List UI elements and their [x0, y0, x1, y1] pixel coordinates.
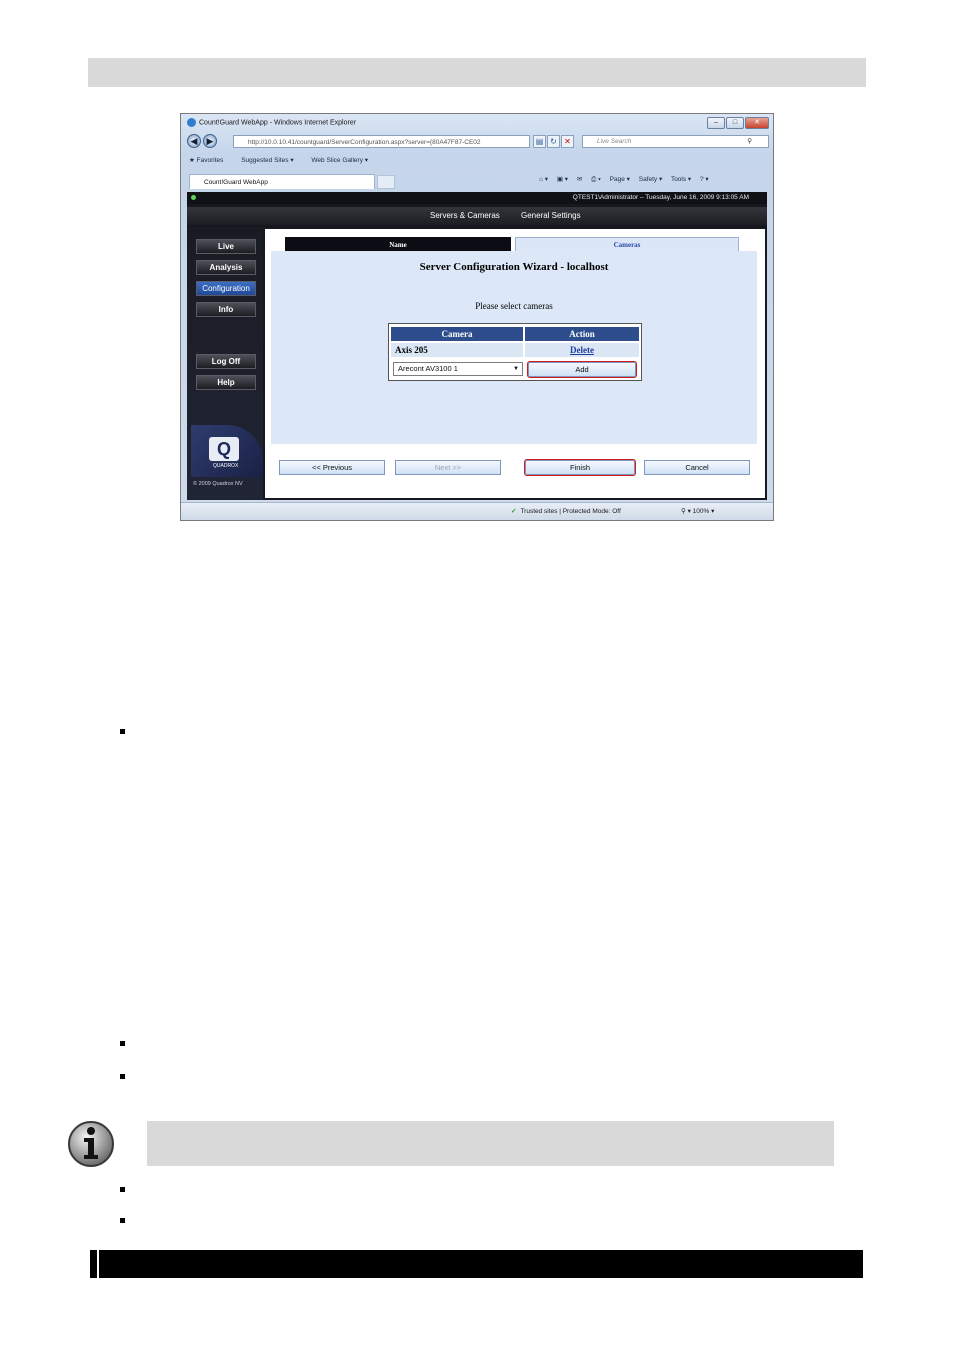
app-menu	[187, 207, 767, 225]
table-header-action: Action	[525, 327, 639, 341]
footer-bar	[90, 1250, 863, 1278]
new-tab-button[interactable]	[377, 175, 395, 189]
copyright: © 2009 Quadrox NV	[193, 481, 243, 487]
logo-brand: QUADROX	[213, 463, 239, 469]
check-icon: ✓	[511, 508, 517, 515]
tab-name[interactable]: Name	[285, 237, 511, 251]
camera-table	[388, 323, 642, 381]
bullet-marker	[120, 1041, 125, 1046]
command-bar	[539, 175, 716, 184]
zoom-control[interactable]: ⚲ ▾ 100% ▾	[681, 508, 715, 515]
menu-general-settings[interactable]: General Settings	[521, 211, 581, 220]
next-button[interactable]: Next >>	[395, 460, 501, 475]
window-controls	[707, 117, 769, 129]
stop-icon[interactable]: ✕	[561, 135, 574, 148]
camera-select-value: Arecont AV3100 1	[398, 364, 458, 373]
table-cell-camera: Axis 205	[391, 343, 523, 357]
sidebar-item-log-off[interactable]: Log Off	[196, 354, 256, 369]
wizard-panel	[271, 251, 757, 444]
wizard-tabs	[285, 237, 755, 251]
feeds-icon[interactable]: ▣ ▾	[556, 176, 569, 183]
browser-tab[interactable]	[189, 174, 375, 189]
quadrox-logo	[191, 425, 263, 477]
web-app	[187, 192, 767, 500]
menu-servers-cameras[interactable]: Servers & Cameras	[430, 211, 500, 220]
bullet-marker	[120, 729, 125, 734]
help-icon[interactable]: ? ▾	[700, 176, 709, 183]
info-note-box	[147, 1121, 834, 1166]
wizard-title: Server Configuration Wizard - localhost	[419, 261, 609, 273]
previous-button[interactable]: << Previous	[279, 460, 385, 475]
suggested-sites-link[interactable]	[241, 157, 301, 164]
zoom-label: 100%	[692, 508, 710, 515]
search-input[interactable]	[582, 135, 769, 148]
window-title-text: Count!Guard WebApp - Windows Internet Explorer	[199, 119, 357, 127]
footer-tick	[97, 1250, 99, 1278]
browser-tab-label: Count!Guard WebApp	[204, 179, 268, 186]
minimize-icon[interactable]: –	[707, 117, 725, 129]
camera-select[interactable]	[393, 362, 523, 376]
sidebar-item-configuration[interactable]: Configuration	[196, 281, 256, 296]
sidebar-item-info[interactable]: Info	[196, 302, 256, 317]
app-status-strip	[187, 192, 767, 204]
web-slice-label: Web Slice Gallery ▾	[311, 157, 369, 164]
address-text: http://10.0.10.41/countguard/ServerConfiguration.aspx?server={80A47F87-CE02	[248, 139, 481, 146]
wizard-subtitle: Please select cameras	[475, 301, 553, 311]
suggested-sites-label: Suggested Sites ▾	[241, 157, 294, 164]
favorites-bar	[189, 156, 384, 164]
chevron-down-icon: ▼	[513, 366, 519, 372]
add-button[interactable]: Add	[528, 362, 636, 377]
maximize-icon[interactable]: □	[726, 117, 744, 129]
finish-button[interactable]: Finish	[525, 460, 635, 475]
table-header-camera: Camera	[391, 327, 523, 341]
back-button[interactable]: ◀	[187, 134, 201, 148]
search-placeholder: Live Search	[597, 138, 632, 145]
address-bar[interactable]	[233, 135, 530, 148]
close-icon[interactable]: ✕	[745, 117, 769, 129]
favorites-button[interactable]: ★ Favorites	[189, 157, 224, 164]
cancel-button[interactable]: Cancel	[644, 460, 750, 475]
mail-icon[interactable]: ✉	[576, 176, 583, 183]
refresh-icon[interactable]: ↻	[547, 135, 560, 148]
bullet-marker	[120, 1218, 125, 1223]
tab-cameras[interactable]: Cameras	[515, 237, 739, 251]
bullet-marker	[120, 1187, 125, 1192]
search-icon[interactable]: ⚲	[747, 138, 752, 145]
sidebar-item-help[interactable]: Help	[196, 375, 256, 390]
forward-button[interactable]: ▶	[203, 134, 217, 148]
bullet-marker	[120, 1074, 125, 1079]
sidebar-item-analysis[interactable]: Analysis	[196, 260, 256, 275]
web-slice-link[interactable]	[311, 157, 376, 164]
header-bar	[88, 58, 866, 87]
window-title	[187, 118, 356, 127]
browser-window	[180, 113, 774, 521]
tools-menu[interactable]: Tools ▾	[670, 176, 692, 183]
app-sidebar	[187, 227, 263, 500]
browser-status-bar	[181, 502, 774, 521]
page-menu[interactable]: Page ▾	[609, 176, 630, 183]
user-info: QTEST1\Administrator – Tuesday, June 16, 2009 9:13:05 AM	[572, 194, 749, 201]
info-icon	[66, 1120, 116, 1168]
ie-icon	[187, 118, 196, 127]
trusted-sites-label: Trusted sites | Protected Mode: Off	[520, 508, 621, 515]
connection-indicator-icon	[191, 195, 196, 200]
trusted-sites-status[interactable]	[511, 503, 621, 521]
delete-link[interactable]: Delete	[525, 343, 639, 357]
home-icon[interactable]: ⌂ ▾	[539, 176, 548, 183]
app-main	[265, 229, 765, 498]
quadrox-logo-icon: Q	[209, 437, 239, 461]
favorites-label: Favorites	[196, 157, 224, 164]
sidebar-item-live[interactable]: Live	[196, 239, 256, 254]
print-icon[interactable]: ⎙ ▾	[591, 176, 601, 183]
safety-menu[interactable]: Safety ▾	[638, 176, 663, 183]
compat-icon[interactable]: ▤	[533, 135, 546, 148]
